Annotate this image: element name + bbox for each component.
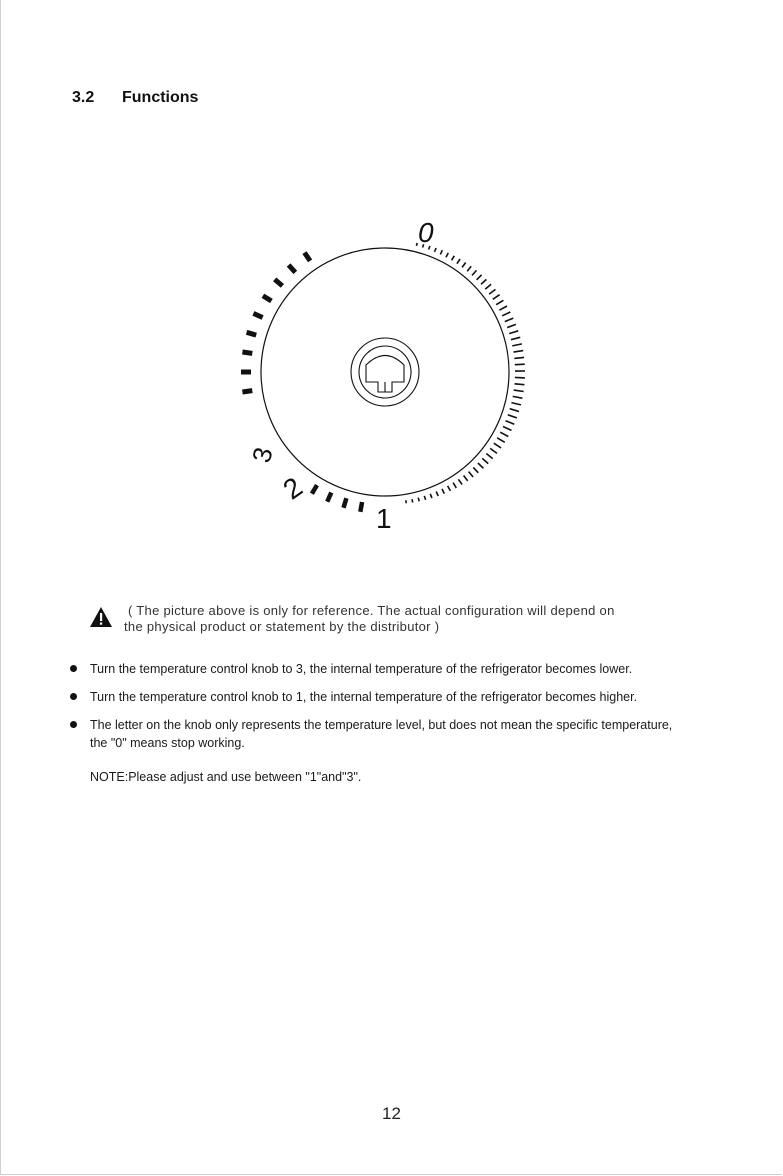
dial-tick [507, 324, 516, 327]
dial-tick [253, 313, 262, 317]
section-number: 3.2 [72, 89, 95, 106]
knob-outer-ring [261, 248, 509, 496]
dial-label-0: 0 [418, 217, 434, 248]
dial-tick [511, 403, 521, 405]
dial-tick [424, 496, 425, 500]
dial-tick [486, 454, 492, 459]
dial-tick [489, 289, 495, 294]
dial-tick [514, 351, 524, 353]
dial-tick [442, 489, 444, 494]
dial-tick [448, 486, 451, 491]
dial-tick [485, 284, 491, 289]
knob-hub-outer [351, 338, 419, 406]
dial-tick [412, 499, 413, 502]
dial-tick [289, 265, 296, 272]
dial-tick [515, 384, 525, 385]
dial-tick [514, 390, 524, 391]
dial-tick [440, 250, 442, 254]
dial-tick [503, 427, 512, 431]
dial-tick [515, 364, 525, 365]
dial-tick [509, 331, 518, 334]
dial-tick [312, 485, 317, 494]
dial-tick [467, 266, 471, 271]
dial-tick [457, 259, 460, 264]
page-number: 12 [382, 1104, 401, 1123]
bullet-item [70, 660, 760, 678]
dial-tick [497, 438, 505, 443]
dial-label-2: 2 [277, 471, 308, 506]
bullet-continuation: the "0" means stop working. [90, 736, 245, 750]
caution-line-2: the physical product or statement by the distributor ) [124, 619, 440, 634]
dial-tick [275, 279, 283, 286]
dial-tick [360, 502, 362, 512]
dial-tick [482, 458, 488, 463]
caution-text [124, 603, 615, 635]
dial-tick [515, 377, 525, 378]
temperature-knob-diagram [200, 200, 560, 540]
dial-tick [477, 275, 482, 280]
dial-tick [499, 306, 507, 310]
section-title: Functions [122, 89, 199, 106]
warning-triangle-icon [89, 606, 113, 628]
dial-tick [263, 296, 272, 301]
dial-tick [327, 493, 331, 502]
bullet-dot-icon [70, 665, 77, 672]
dial-tick [496, 300, 503, 304]
dial-tick [464, 476, 468, 481]
bullet-dot-icon [70, 693, 77, 700]
dial-tick [242, 391, 252, 392]
function-bullet-list [70, 660, 760, 762]
dial-tick [435, 248, 437, 252]
bullet-text: Turn the temperature control knob to 3, the internal temperature of the refrigerator becomes lower. [90, 662, 633, 676]
dial-tick [512, 344, 522, 346]
dial-tick [452, 256, 455, 260]
dial-tick [500, 432, 508, 436]
dial-tick [493, 295, 500, 300]
dial-tick [430, 494, 432, 498]
dial-tick [505, 318, 514, 322]
dial-tick [458, 479, 462, 484]
dial-tick [513, 396, 523, 398]
dial-tick [247, 332, 257, 335]
bullet-text: The letter on the knob only represents the temperature level, but does not mean the specific temperature, [90, 718, 673, 732]
dial-tick [472, 270, 477, 275]
dial-label-3: 3 [245, 444, 279, 466]
bullet-item [70, 688, 760, 706]
dial-tick [242, 352, 252, 353]
dial-tick [406, 500, 407, 503]
dial-tick [418, 498, 419, 502]
dial-tick [469, 472, 474, 477]
dial-tick [478, 463, 484, 468]
dial-tick [453, 483, 456, 488]
dial-label-1: 1 [376, 503, 392, 534]
dial-tick [511, 337, 520, 339]
dial-tick-marks [241, 243, 525, 512]
dial-tick [490, 448, 497, 453]
dial-tick [506, 421, 515, 425]
dial-tick [481, 279, 486, 284]
dial-tick [305, 253, 311, 261]
note-text: NOTE:Please adjust and use between "1"and"3". [90, 770, 362, 784]
caution-line-1: ( The picture above is only for reference. The actual configuration will depend on [128, 603, 615, 618]
dial-tick [508, 415, 517, 418]
dial-tick [510, 409, 519, 412]
section-heading [72, 89, 198, 107]
dial-tick [446, 253, 448, 257]
dial-tick [502, 312, 510, 316]
dial-tick [514, 357, 524, 358]
dial-tick [344, 498, 347, 508]
dial-tick [462, 263, 466, 268]
dial-tick [494, 443, 501, 448]
bullet-dot-icon [70, 721, 77, 728]
bullet-item [70, 716, 760, 752]
dial-tick [436, 492, 438, 497]
bullet-text: Turn the temperature control knob to 1, the internal temperature of the refrigerator becomes higher. [90, 690, 638, 704]
dial-tick [473, 467, 478, 472]
